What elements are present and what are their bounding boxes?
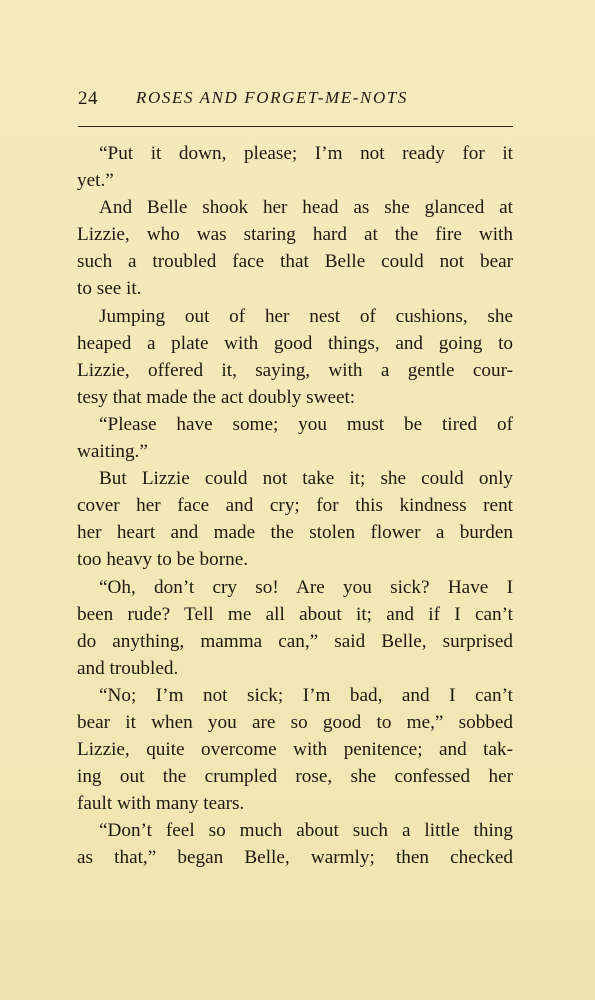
text-line: as that,” began Belle, warmly; then checked — [77, 847, 513, 869]
text-line: to see it. — [77, 278, 142, 300]
text-line: Jumping out of her nest of cushions, she — [99, 305, 513, 327]
page-number: 24 — [78, 88, 98, 109]
text-line: cover her face and cry; for this kindness rent — [77, 495, 513, 517]
text-line: Lizzie, offered it, saying, with a gentle cour- — [77, 359, 513, 381]
running-title: ROSES AND FORGET-ME-NOTS — [136, 88, 408, 107]
text-line: “Oh, don’t cry so! Are you sick? Have I — [99, 576, 513, 598]
text-line: her heart and made the stolen flower a burden — [77, 522, 513, 544]
text-line: ing out the crumpled rose, she confessed her — [77, 766, 513, 788]
page-header — [78, 88, 514, 118]
text-line: Lizzie, who was staring hard at the fire with — [77, 224, 513, 246]
text-line: too heavy to be borne. — [77, 549, 249, 571]
text-line: bear it when you are so good to me,” sobbed — [77, 711, 513, 733]
body-text — [77, 140, 513, 872]
header-rule — [78, 126, 513, 127]
text-line: heaped a plate with good things, and going to — [77, 332, 513, 354]
text-line: fault with many tears. — [77, 793, 245, 815]
text-line: and troubled. — [77, 657, 179, 679]
text-line: “Put it down, please; I’m not ready for it — [99, 143, 513, 164]
text-line: “Don’t feel so much about such a little thing — [99, 820, 513, 842]
text-line: do anything, mamma can,” said Belle, surprised — [77, 630, 513, 652]
text-line: “No; I’m not sick; I’m bad, and I can’t — [99, 684, 513, 706]
text-line: waiting.” — [77, 441, 148, 463]
text-line: been rude? Tell me all about it; and if I can’t — [77, 603, 513, 625]
text-line: “Please have some; you must be tired of — [99, 413, 513, 435]
text-line: And Belle shook her head as she glanced at — [99, 197, 513, 219]
text-line: But Lizzie could not take it; she could only — [99, 468, 513, 490]
text-line: Lizzie, quite overcome with penitence; and tak- — [77, 739, 513, 761]
text-line: such a troubled face that Belle could not bear — [77, 251, 513, 273]
text-line: yet.” — [77, 170, 114, 192]
text-line: tesy that made the act doubly sweet: — [77, 386, 356, 408]
